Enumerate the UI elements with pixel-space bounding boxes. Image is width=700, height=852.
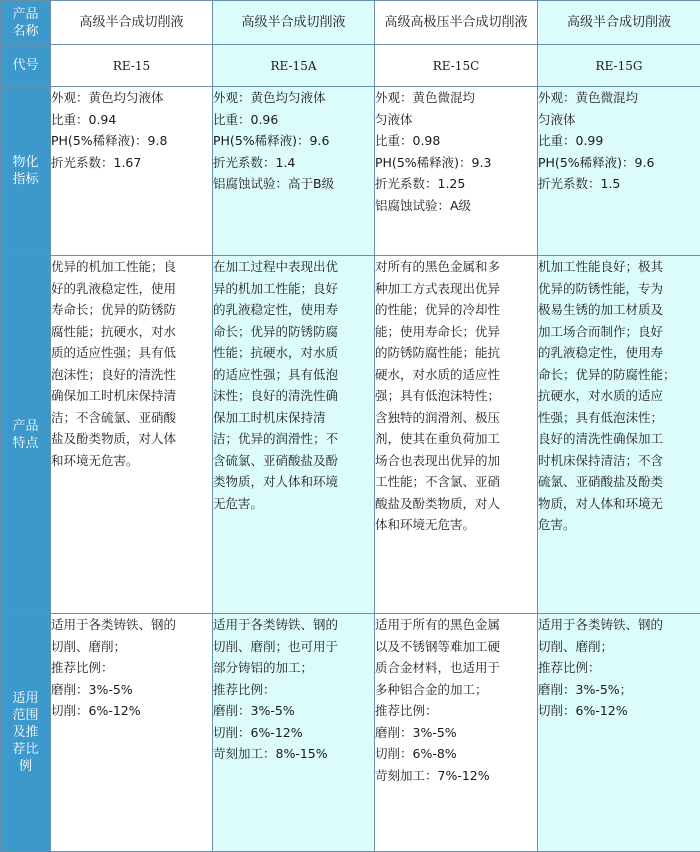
text-line: 磨削：3%-5% <box>375 722 537 744</box>
row-label-line: 名称 <box>1 23 50 40</box>
text-line: 质的适应性强；具有低 <box>51 342 212 364</box>
text-line: 切削：6%-12% <box>51 700 212 722</box>
text-line: 推荐比例： <box>538 657 700 679</box>
text-line: PH(5%稀释液)：9.8 <box>51 130 212 152</box>
text-line: 硬水，对水质的适应性 <box>375 364 537 386</box>
scope-row <box>1 614 700 852</box>
text-line: 苛刻加工：8%-15% <box>213 743 374 765</box>
text-line: 命长；优异的防腐性能； <box>538 364 700 386</box>
text-line: 确保加工时机床保持清 <box>51 385 212 407</box>
text-line: 的乳液稳定性，使用寿 <box>213 299 374 321</box>
text-line: 推荐比例： <box>51 657 212 679</box>
text-line: 质合金材料，也适用于 <box>375 657 537 679</box>
product-name-cell: 高级半合成切削液 <box>51 1 213 45</box>
text-line: 的乳液稳定性，使用寿 <box>538 342 700 364</box>
text-line: 磨削：3%-5%； <box>538 679 700 701</box>
text-line: 含独特的润滑剂、极压 <box>375 407 537 429</box>
row-label-line: 例 <box>1 758 50 775</box>
row-label-scope <box>1 614 51 852</box>
text-line: 保加工时机床保持清 <box>213 407 374 429</box>
text-line: 异的机加工性能；良好 <box>213 278 374 300</box>
text-line: 切削：6%-12% <box>538 700 700 722</box>
product-name-cell: 高级半合成切削液 <box>538 1 700 45</box>
text-line: 比重：0.96 <box>213 109 374 131</box>
text-line: 工性能；不含氯、亚硝 <box>375 471 537 493</box>
text-line: 泡沫性；良好的清洗性 <box>51 364 212 386</box>
text-line: 多种铝合金的加工； <box>375 679 537 701</box>
product-code-row <box>1 45 700 87</box>
row-label-name <box>1 1 51 45</box>
product-name-cell: 高级高极压半合成切削液 <box>375 1 538 45</box>
text-line: 命长；优异的防锈防腐 <box>213 321 374 343</box>
text-line: PH(5%稀释液)：9.6 <box>213 130 374 152</box>
row-label-line: 产品 <box>1 418 50 435</box>
scope-cell <box>538 614 700 852</box>
text-line: 在加工过程中表现出优 <box>213 256 374 278</box>
text-line: 适用于各类铸铁、钢的 <box>538 614 700 636</box>
text-line: 洁；不含硫氯、亚硝酸 <box>51 407 212 429</box>
physchem-cell <box>51 87 213 256</box>
row-label-physchem <box>1 87 51 256</box>
product-code-cell: RE-15 <box>51 45 213 87</box>
row-label-line: 及推 <box>1 724 50 741</box>
row-label-code <box>1 45 51 87</box>
text-line: 体和环境无危害。 <box>375 514 537 536</box>
text-line: 切削：6%-8% <box>375 743 537 765</box>
features-cell <box>51 256 213 614</box>
text-line: 种加工方式表现出优异 <box>375 278 537 300</box>
text-line: 腐性能；抗硬水，对水 <box>51 321 212 343</box>
row-label-line: 范围 <box>1 707 50 724</box>
product-name-row <box>1 1 700 45</box>
text-line: 外观：黄色微混均 <box>375 87 537 109</box>
text-line: 优异的机加工性能；良 <box>51 256 212 278</box>
text-line: 无危害。 <box>213 493 374 515</box>
text-line: 铝腐蚀试验：高于B级 <box>213 173 374 195</box>
text-line: 折光系数：1.67 <box>51 152 212 174</box>
text-line: 折光系数：1.4 <box>213 152 374 174</box>
text-line: 盐及酚类物质，对人体 <box>51 428 212 450</box>
text-line: PH(5%稀释液)：9.3 <box>375 152 537 174</box>
text-line: 良好的清洗性确保加工 <box>538 428 700 450</box>
text-line: 沫性；良好的清洗性确 <box>213 385 374 407</box>
text-line: 性能；抗硬水，对水质 <box>213 342 374 364</box>
row-label-line: 荐比 <box>1 741 50 758</box>
text-line: 外观：黄色均匀液体 <box>51 87 212 109</box>
features-cell <box>538 256 700 614</box>
text-line: 加工场合而制作；良好 <box>538 321 700 343</box>
text-line: 苛刻加工：7%-12% <box>375 765 537 787</box>
text-line: 折光系数：1.25 <box>375 173 537 195</box>
features-row <box>1 256 700 614</box>
physchem-cell <box>375 87 538 256</box>
row-label-features <box>1 256 51 614</box>
row-label-line: 适用 <box>1 690 50 707</box>
text-line: 比重：0.98 <box>375 130 537 152</box>
text-line: 切削、磨削； <box>51 636 212 658</box>
text-line: 外观：黄色微混均 <box>538 87 700 109</box>
features-cell <box>375 256 538 614</box>
text-line: 的性能；优异的冷却性 <box>375 299 537 321</box>
text-line: 洁；优异的润滑性；不 <box>213 428 374 450</box>
text-line: 磨削：3%-5% <box>51 679 212 701</box>
row-label-line: 物化 <box>1 154 50 171</box>
text-line: 类物质，对人体和环境 <box>213 471 374 493</box>
text-line: 强；具有低泡沫特性； <box>375 385 537 407</box>
text-line: 切削、磨削； <box>538 636 700 658</box>
text-line: 的防锈防腐性能；能抗 <box>375 342 537 364</box>
text-line: 时机床保持清洁；不含 <box>538 450 700 472</box>
row-label-line: 指标 <box>1 171 50 188</box>
text-line: 物质，对人体和环境无 <box>538 493 700 515</box>
text-line: 折光系数：1.5 <box>538 173 700 195</box>
text-line: 好的乳液稳定性，使用 <box>51 278 212 300</box>
text-line: 危害。 <box>538 514 700 536</box>
scope-cell <box>51 614 213 852</box>
text-line: 适用于各类铸铁、钢的 <box>213 614 374 636</box>
text-line: 部分铸铝的加工； <box>213 657 374 679</box>
scope-cell <box>375 614 538 852</box>
text-line: 外观：黄色均匀液体 <box>213 87 374 109</box>
text-line: 对所有的黑色金属和多 <box>375 256 537 278</box>
text-line: 切削：6%-12% <box>213 722 374 744</box>
text-line: PH(5%稀释液)：9.6 <box>538 152 700 174</box>
text-line: 场合也表现出优异的加 <box>375 450 537 472</box>
physchem-row <box>1 87 700 256</box>
text-line: 硫氯、亚硝酸盐及酚类 <box>538 471 700 493</box>
text-line: 以及不锈钢等难加工硬 <box>375 636 537 658</box>
product-code-cell: RE-15C <box>375 45 538 87</box>
text-line: 能；使用寿命长；优异 <box>375 321 537 343</box>
text-line: 匀液体 <box>538 109 700 131</box>
text-line: 磨削：3%-5% <box>213 700 374 722</box>
text-line: 含硫氯、亚硝酸盐及酚 <box>213 450 374 472</box>
text-line: 寿命长；优异的防锈防 <box>51 299 212 321</box>
text-line: 适用于各类铸铁、钢的 <box>51 614 212 636</box>
physchem-cell <box>538 87 700 256</box>
text-line: 切削、磨削；也可用于 <box>213 636 374 658</box>
text-line: 机加工性能良好；极其 <box>538 256 700 278</box>
row-label-line: 特点 <box>1 435 50 452</box>
text-line: 极易生锈的加工材质及 <box>538 299 700 321</box>
text-line: 铝腐蚀试验：A级 <box>375 195 537 217</box>
text-line: 酸盐及酚类物质，对人 <box>375 493 537 515</box>
text-line: 优异的防锈性能，专为 <box>538 278 700 300</box>
row-label-line: 代号 <box>1 57 50 74</box>
text-line: 和环境无危害。 <box>51 450 212 472</box>
text-line: 比重：0.94 <box>51 109 212 131</box>
product-code-cell: RE-15G <box>538 45 700 87</box>
text-line: 比重：0.99 <box>538 130 700 152</box>
row-label-line: 产品 <box>1 6 50 23</box>
product-code-cell: RE-15A <box>213 45 375 87</box>
text-line: 推荐比例： <box>213 679 374 701</box>
text-line: 适用于所有的黑色金属 <box>375 614 537 636</box>
text-line: 的适应性强；具有低泡 <box>213 364 374 386</box>
text-line: 剂，使其在重负荷加工 <box>375 428 537 450</box>
text-line: 抗硬水，对水质的适应 <box>538 385 700 407</box>
product-name-cell: 高级半合成切削液 <box>213 1 375 45</box>
text-line: 性强；具有低泡沫性； <box>538 407 700 429</box>
scope-cell <box>213 614 375 852</box>
text-line: 推荐比例： <box>375 700 537 722</box>
features-cell <box>213 256 375 614</box>
text-line: 匀液体 <box>375 109 537 131</box>
physchem-cell <box>213 87 375 256</box>
